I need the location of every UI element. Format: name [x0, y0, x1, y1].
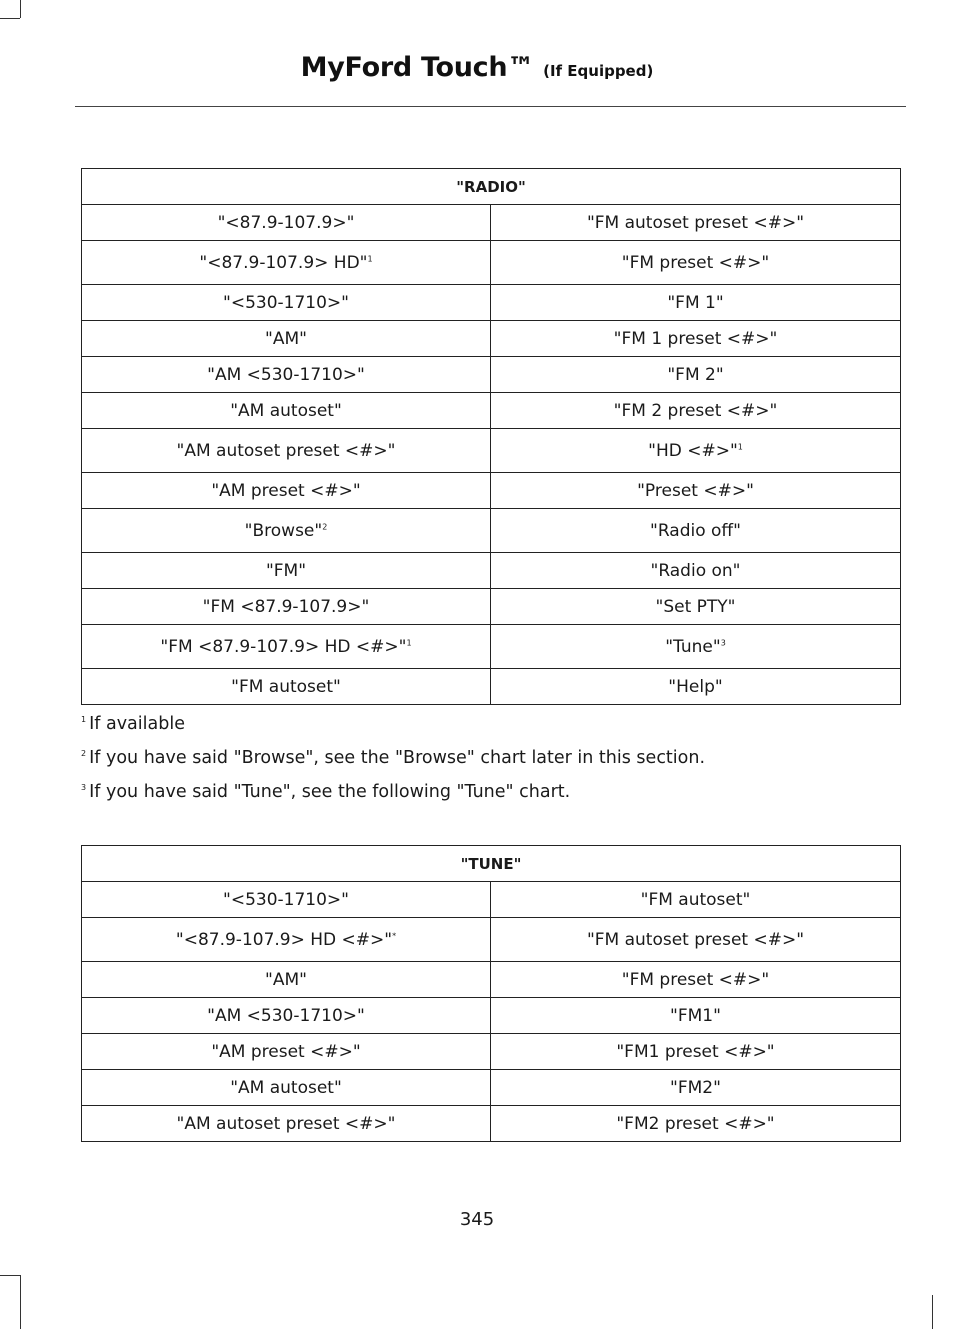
- table-row: [82, 429, 901, 473]
- command-text: "Help": [668, 676, 723, 697]
- footnote-mark: 2: [81, 749, 87, 759]
- command-text: "AM <530-1710>": [207, 364, 365, 385]
- table-cell-right: [491, 393, 901, 429]
- crop-mark-bottom-right-v: [932, 1295, 933, 1329]
- command-text: "FM autoset preset <#>": [586, 212, 805, 233]
- table-header-row: [82, 846, 901, 882]
- tune-table-title: "TUNE": [82, 846, 901, 882]
- table-row: [82, 285, 901, 321]
- table-cell-left: [82, 473, 491, 509]
- table-row: [82, 589, 901, 625]
- command-text: "AM": [265, 969, 307, 990]
- table-cell-right: [491, 998, 901, 1034]
- command-text: "AM preset <#>": [211, 480, 361, 501]
- table-cell-left: [82, 509, 491, 553]
- table-cell-right: [491, 669, 901, 705]
- table-row: [82, 998, 901, 1034]
- header-divider: [75, 106, 906, 107]
- table-row: [82, 1070, 901, 1106]
- command-text: "AM preset <#>": [211, 1041, 361, 1062]
- table-cell-left: [82, 882, 491, 918]
- command-text: "AM autoset preset <#>": [176, 1113, 396, 1134]
- table-cell-right: [491, 882, 901, 918]
- footnote-3: [81, 780, 900, 814]
- table-row: [82, 962, 901, 998]
- command-text: "Radio on": [650, 560, 741, 581]
- command-text: "FM preset <#>": [621, 252, 770, 273]
- command-text: "AM autoset": [230, 1077, 342, 1098]
- table-cell-right: [491, 205, 901, 241]
- table-row: [82, 205, 901, 241]
- crop-mark-top-left-v: [20, 0, 21, 18]
- table-cell-right: [491, 918, 901, 962]
- command-text: "FM 2 preset <#>": [613, 400, 778, 421]
- table-header-row: [82, 169, 901, 205]
- command-text: "Set PTY": [655, 596, 736, 617]
- page-number: 345: [459, 1209, 495, 1230]
- table-row: [82, 1034, 901, 1070]
- footnote-reference: 1: [406, 637, 412, 647]
- table-row: [82, 473, 901, 509]
- table-row: [82, 918, 901, 962]
- page-header: [0, 52, 954, 83]
- table-cell-left: [82, 1034, 491, 1070]
- command-text: "<530-1710>": [223, 889, 349, 910]
- crop-mark-bottom-left-h: [0, 1275, 20, 1276]
- table-cell-right: [491, 241, 901, 285]
- table-row: [82, 321, 901, 357]
- table-cell-left: [82, 553, 491, 589]
- radio-table-title: "RADIO": [82, 169, 901, 205]
- command-text: "AM autoset": [230, 400, 342, 421]
- footnotes: [81, 712, 900, 814]
- table-cell-left: [82, 962, 491, 998]
- footnote-reference: 1: [367, 253, 373, 263]
- footnote-2: [81, 746, 900, 780]
- footnote-text: If you have said "Browse", see the "Browse" chart later in this section.: [89, 748, 706, 768]
- table-cell-right: [491, 285, 901, 321]
- table-cell-right: [491, 473, 901, 509]
- table-row: [82, 1106, 901, 1142]
- crop-mark-bottom-left-v: [20, 1275, 21, 1329]
- command-text: "AM": [265, 328, 307, 349]
- table-cell-left: [82, 589, 491, 625]
- footnote-reference: *: [392, 930, 397, 940]
- table-cell-left: [82, 669, 491, 705]
- footnote-mark: 1: [81, 715, 87, 725]
- table-cell-left: [82, 625, 491, 669]
- table-cell-left: [82, 429, 491, 473]
- command-text: "FM <87.9-107.9>": [202, 596, 370, 617]
- table-cell-right: [491, 429, 901, 473]
- command-text: "FM preset <#>": [621, 969, 770, 990]
- command-text: "FM 1": [667, 292, 724, 313]
- table-cell-right: [491, 553, 901, 589]
- command-text: "FM autoset preset <#>": [586, 929, 805, 950]
- command-text: "FM <87.9-107.9> HD <#>": [160, 636, 407, 657]
- footnote-text: If you have said "Tune", see the following "Tune" chart.: [89, 782, 571, 802]
- command-text: "<530-1710>": [223, 292, 349, 313]
- command-text: "FM autoset": [640, 889, 751, 910]
- footnote-reference: 2: [322, 521, 328, 531]
- table-row: [82, 241, 901, 285]
- footnote-reference: 1: [737, 441, 743, 451]
- command-text: "Tune": [665, 636, 721, 657]
- command-text: "FM1": [670, 1005, 721, 1026]
- footnote-text: If available: [89, 714, 185, 734]
- tune-commands-table: [81, 845, 901, 1142]
- command-text: "AM autoset preset <#>": [176, 440, 396, 461]
- table-row: [82, 509, 901, 553]
- table-cell-left: [82, 241, 491, 285]
- command-text: "AM <530-1710>": [207, 1005, 365, 1026]
- table-cell-right: [491, 625, 901, 669]
- table-cell-right: [491, 509, 901, 553]
- table-cell-right: [491, 321, 901, 357]
- table-cell-left: [82, 1070, 491, 1106]
- command-text: "FM 2": [667, 364, 724, 385]
- command-text: "FM": [265, 560, 307, 581]
- command-text: "<87.9-107.9>": [217, 212, 355, 233]
- command-text: "FM2 preset <#>": [616, 1113, 775, 1134]
- table-cell-left: [82, 1106, 491, 1142]
- command-text: "<87.9-107.9> HD <#>": [175, 929, 393, 950]
- crop-mark-top-left-h: [0, 18, 20, 19]
- table-cell-left: [82, 998, 491, 1034]
- command-text: "FM1 preset <#>": [616, 1041, 775, 1062]
- table-cell-right: [491, 1106, 901, 1142]
- header-title: MyFord Touch™: [300, 52, 534, 83]
- table-cell-left: [82, 393, 491, 429]
- command-text: "<87.9-107.9> HD": [199, 252, 368, 273]
- command-text: "Browse": [244, 520, 323, 541]
- radio-commands-table: [81, 168, 901, 705]
- table-cell-right: [491, 589, 901, 625]
- table-row: [82, 393, 901, 429]
- table-row: [82, 882, 901, 918]
- table-cell-left: [82, 918, 491, 962]
- footnote-mark: 3: [81, 783, 87, 793]
- table-row: [82, 357, 901, 393]
- footnote-reference: 3: [720, 637, 726, 647]
- table-cell-left: [82, 321, 491, 357]
- table-cell-right: [491, 962, 901, 998]
- command-text: "HD <#>": [648, 440, 738, 461]
- table-cell-left: [82, 285, 491, 321]
- table-cell-right: [491, 1070, 901, 1106]
- table-cell-left: [82, 205, 491, 241]
- table-cell-right: [491, 1034, 901, 1070]
- command-text: "FM2": [670, 1077, 721, 1098]
- command-text: "FM autoset": [231, 676, 341, 697]
- command-text: "FM 1 preset <#>": [613, 328, 778, 349]
- table-row: [82, 669, 901, 705]
- command-text: "Preset <#>": [637, 480, 754, 501]
- table-row: [82, 553, 901, 589]
- command-text: "Radio off": [650, 520, 741, 541]
- table-row: [82, 625, 901, 669]
- table-cell-left: [82, 357, 491, 393]
- header-subtitle: (If Equipped): [543, 62, 654, 80]
- table-cell-right: [491, 357, 901, 393]
- footnote-1: [81, 712, 900, 746]
